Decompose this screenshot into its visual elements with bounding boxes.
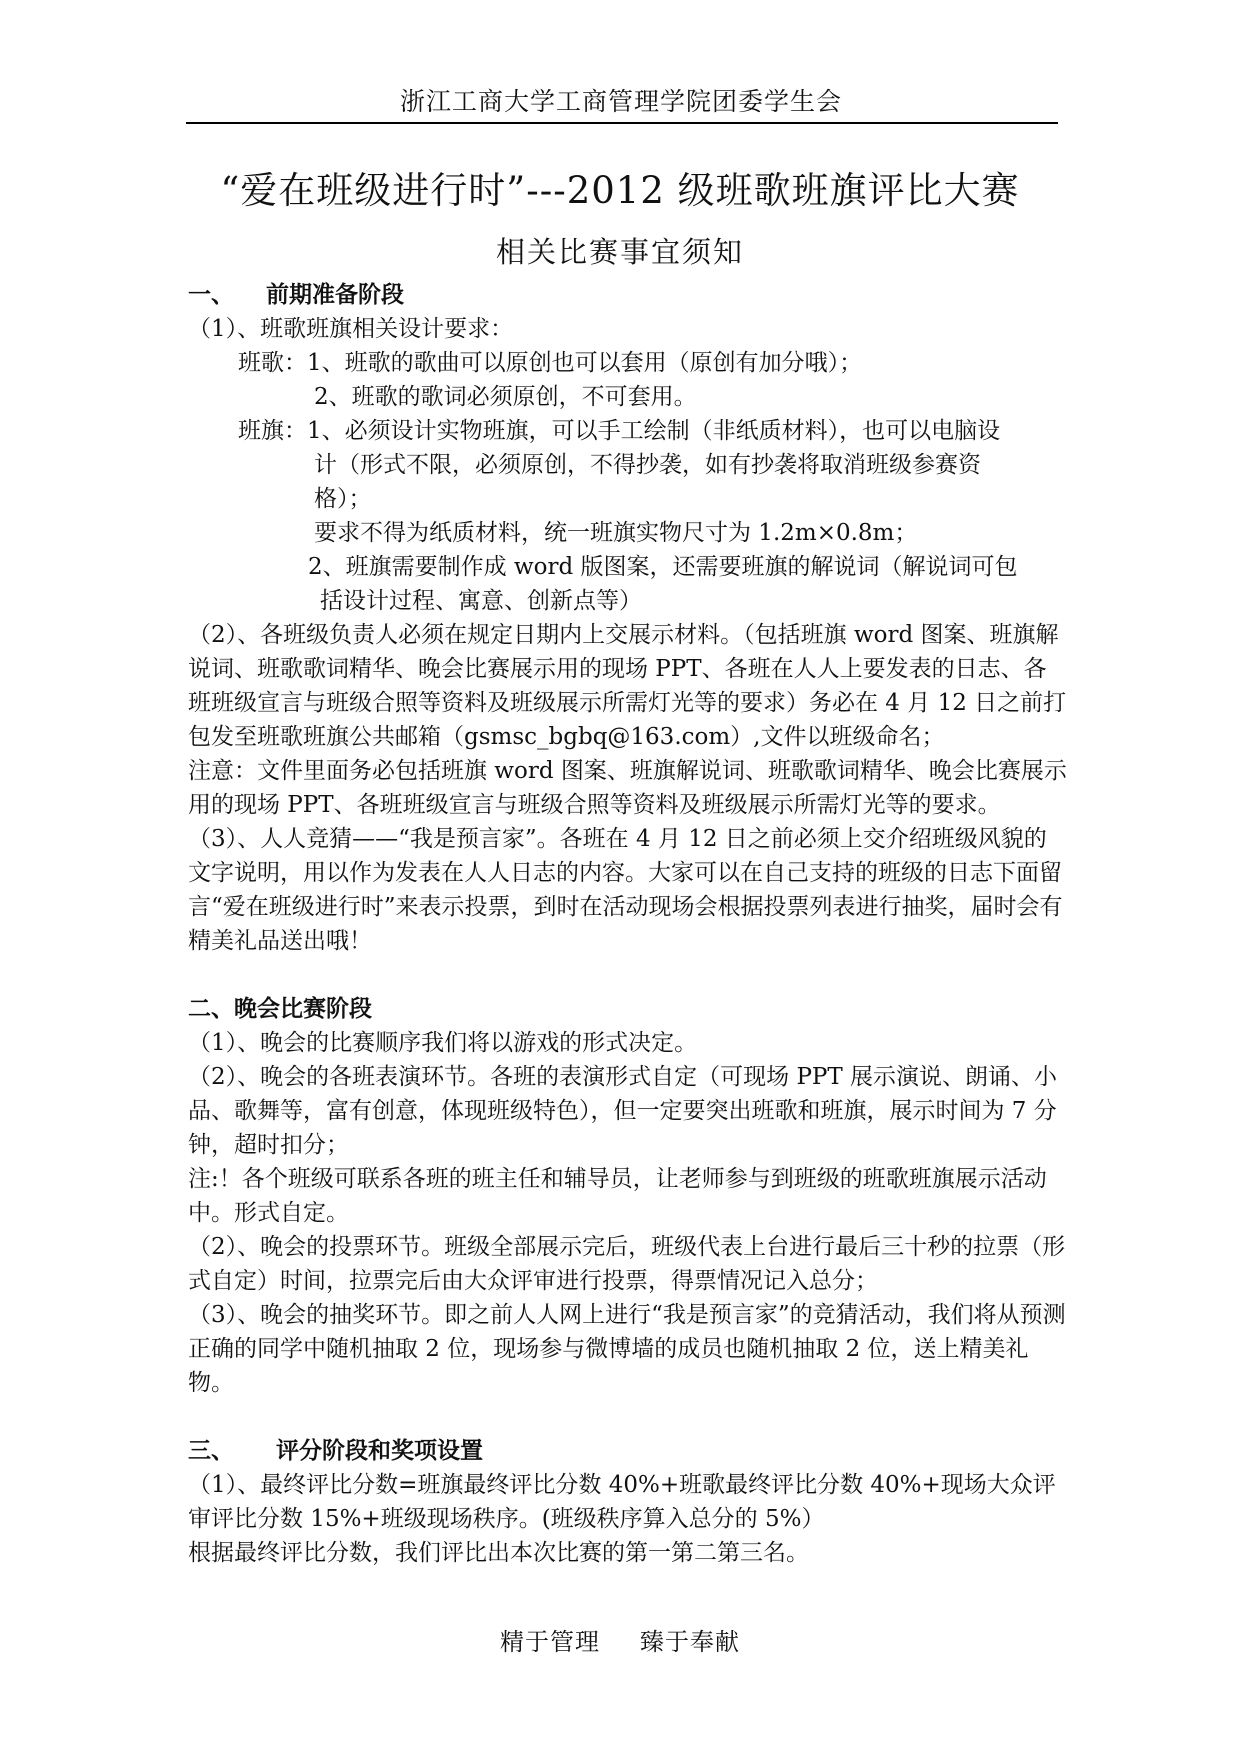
section-2-item-2: （2）、晚会的各班表演环节。各班的表演形式自定（可现场 PPT 展示演说、朗诵、小品、歌舞等，富有创意，体现班级特色），但一定要突出班歌和班旗，展示时间为 7 分钟，超时扣分； — [188, 1064, 1058, 1158]
song-requirement-2: 2、班歌的歌词必须原创，不可套用。 — [314, 384, 697, 410]
section-3-number: 三、 — [188, 1437, 234, 1464]
footer-motto-right: 臻于奉献 — [640, 1628, 740, 1656]
flag-requirement-2b: 括设计过程、寓意、创新点等） — [320, 588, 642, 614]
document-body — [188, 278, 1068, 1570]
flag-requirement-1c: 格）； — [314, 486, 372, 512]
section-1-note: 注意：文件里面务必包括班旗 word 图案、班旗解说词、班歌歌词精华、晚会比赛展示用的现场 PPT、各班班级宣言与班级合照等资料及班级展示所需灯光等的要求。 — [188, 758, 1067, 818]
flag-requirement-1a: 班旗：1、必须设计实物班旗，可以手工绘制（非纸质材料），也可以电脑设 — [238, 418, 1001, 444]
section-1-item-2: （2）、各班级负责人必须在规定日期内上交展示材料。（包括班旗 word 图案、班旗解说词、班歌歌词精华、晚会比赛展示用的现场 PPT、各班在人人上要发表的日志、各班班级宣言与班级合照等资料及班级展示所需灯光等的要求）务必在 4 月 12 日之前打包发至班歌班旗公共邮箱（gsmsc_bgbq@163.com）,文件以班级命名； — [188, 622, 1067, 750]
spacer — [188, 1400, 1068, 1434]
page-footer — [160, 1622, 1080, 1657]
section-1-heading — [188, 278, 1068, 312]
flag-requirement-1b: 计（形式不限，必须原创，不得抄袭，如有抄袭将取消班级参赛资 — [314, 452, 981, 478]
flag-requirement-2a: 2、班旗需要制作成 word 版图案，还需要班旗的解说词（解说词可包 — [308, 554, 1018, 580]
flag-requirement-1d: 要求不得为纸质材料，统一班旗实物尺寸为 1.2m×0.8m； — [314, 520, 918, 546]
section-1-number: 一、 — [188, 281, 234, 308]
section-1-item-1-heading: （1）、班歌班旗相关设计要求： — [188, 316, 514, 342]
document-title: “爱在班级进行时”---2012 级班歌班旗评比大赛 — [220, 169, 1020, 212]
document-subtitle: 相关比赛事宜须知 — [495, 235, 744, 269]
section-3-conclusion: 根据最终评比分数，我们评比出本次比赛的第一第二第三名。 — [188, 1540, 809, 1566]
section-1-title: 前期准备阶段 — [266, 281, 404, 308]
section-2-item-1: （1）、晚会的比赛顺序我们将以游戏的形式决定。 — [188, 1030, 698, 1056]
spacer — [188, 958, 1068, 992]
section-3-title: 评分阶段和奖项设置 — [276, 1437, 483, 1464]
section-1-item-3: （3）、人人竞猜——“我是预言家”。各班在 4 月 12 日之前必须上交介绍班级风貌的文字说明，用以作为发表在人人日志的内容。大家可以在自己支持的班级的日志下面留言“爱在班级进行时”来表示投票，到时在活动现场会根据投票列表进行抽奖，届时会有精美礼品送出哦！ — [188, 826, 1063, 954]
song-requirement-1: 班歌：1、班歌的歌曲可以原创也可以套用（原创有加分哦）； — [238, 350, 863, 376]
section-3-heading — [188, 1434, 1068, 1468]
section-2-heading: 二、晚会比赛阶段 — [188, 995, 372, 1022]
section-2-item-4: （3）、晚会的抽奖环节。即之前人人网上进行“我是预言家”的竞猜活动，我们将从预测正确的同学中随机抽取 2 位，现场参与微博墙的成员也随机抽取 2 位，送上精美礼物。 — [188, 1302, 1066, 1396]
footer-motto-left: 精于管理 — [500, 1628, 600, 1656]
header-rule — [186, 122, 1058, 124]
page-header: 浙江工商大学工商管理学院团委学生会 — [399, 87, 842, 116]
section-2-note: 注:！各个班级可联系各班的班主任和辅导员，让老师参与到班级的班歌班旗展示活动中。形式自定。 — [188, 1166, 1047, 1226]
section-2-item-3: （2）、晚会的投票环节。班级全部展示完后，班级代表上台进行最后三十秒的拉票（形式自定）时间，拉票完后由大众评审进行投票，得票情况记入总分； — [188, 1234, 1066, 1294]
section-3-item-1: （1）、最终评比分数=班旗最终评比分数 40%+班歌最终评比分数 40%+现场大众评审评比分数 15%+班级现场秩序。(班级秩序算入总分的 5%） — [188, 1472, 1056, 1532]
